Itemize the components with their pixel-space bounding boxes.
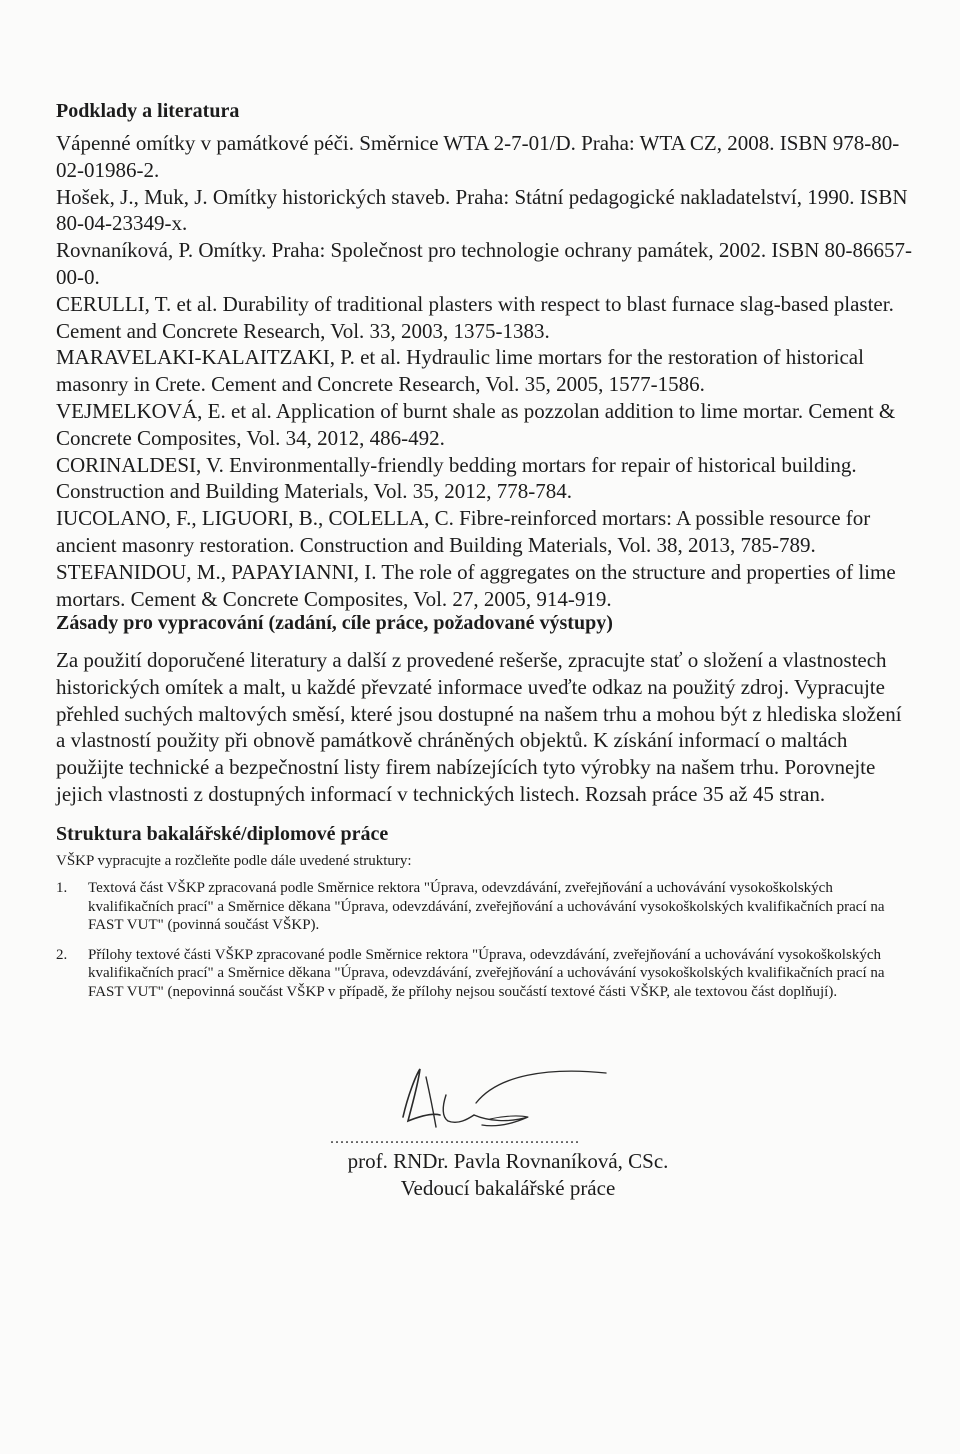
literature-heading: Podklady a literatura [56,100,240,122]
literature-item: IUCOLANO, F., LIGUORI, B., COLELLA, C. Fibre-reinforced mortars: A possible resource for ancient masonry restoration. Construction and Building Materials, Vol. 38, 2013, 785-789. [56,506,871,557]
structure-item-text: Textová část VŠKP zpracovaná podle Směrnice rektora "Úprava, odevzdávání, zveřejňování a uchovávání vysokoškolských kvalifikačních prací" a Směrnice děkana "Úprava, odevzdávání, zveřejňování a uchovávání vysokoškolských kvalifikačních prací na FAST VUT" (povinná součást VŠKP). [88,880,885,933]
principles-heading: Zásady pro vypracování (zadání, cíle práce, požadované výstupy) [56,612,613,634]
literature-item: STEFANIDOU, M., PAPAYIANNI, I. The role of aggregates on the structure and properties of lime mortars. Cement & Concrete Composites, Vol. 27, 2005, 914-919. [56,559,896,611]
structure-item-number: 2. [56,946,68,963]
literature-item: CORINALDESI, V. Environmentally-friendly bedding mortars for repair of historical building. Construction and Building Materials, Vol. 35, 2012, 778-784. [56,452,857,504]
structure-list [56,879,896,1012]
signer-role: Vedoucí bakalářské práce [400,1176,616,1200]
literature-item: VEJMELKOVÁ, E. et al. Application of burnt shale as pozzolan addition to lime mortar. Cement & Concrete Composites, Vol. 34, 2012, 486-492. [56,398,896,450]
principles-text: Za použití doporučené literatury a další z provedené rešerše, zpracujte stať o složení a vlastnostech historických omítek a malt, u každé převzaté informace uveďte odkaz na použitý zdroj. Vypracujte přehled suchých maltových směsí, které jsou dostupné na našem trhu a mohou být z hlediska složení a vlastností použity při obnově památkově chráněných objektů. K získání informací o maltách použijte technické a bezpečnostní listy firem nabízejících tyto výrobky na našem trhu. Porovnejte jejich vlastnosti z dostupných informací v technických listech. Rozsah práce 35 až 45 stran. [56,648,902,806]
structure-heading: Struktura bakalářské/diplomové práce [56,823,389,845]
signer-name: prof. RNDr. Pavla Rovnaníková, CSc. [347,1149,669,1173]
literature-item: MARAVELAKI-KALAITZAKI, P. et al. Hydraulic lime mortars for the restoration of historical masonry in Crete. Cement and Concrete Research, Vol. 35, 2005, 1577-1586. [56,345,864,397]
structure-item-number: 1. [56,880,68,896]
handwritten-signature [378,1055,608,1135]
literature-list [56,130,916,612]
literature-item: Rovnaníková, P. Omítky. Praha: Společnost pro technologie ochrany památek, 2002. ISBN 80-86657-00-0. [56,238,913,289]
signer-block [328,1148,688,1202]
structure-item [56,879,896,935]
literature-item: Hošek, J., Muk, J. Omítky historických staveb. Praha: Státní pedagogické nakladatelství, 1990. ISBN 80-04-23349-x. [56,184,908,236]
structure-item [56,946,896,1002]
literature-item: Vápenné omítky v památkové péči. Směrnice WTA 2-7-01/D. Praha: WTA CZ, 2008. ISBN 978-80-02-01986-2. [56,131,900,182]
structure-intro: VŠKP vypracujte a rozčleňte podle dále uvedené struktury: [56,853,412,869]
signature-line: .................................................. [330,1130,580,1147]
structure-item-text: Přílohy textové části VŠKP zpracované podle Směrnice rektora "Úprava, odevzdávání, zveřejňování a uchovávání vysokoškolských kvalifikačních prací" a Směrnice děkana "Úprava, odevzdávání, zveřejňování a uchovávání vysokoškolských kvalifikačních prací na FAST VUT" (nepovinná součást VŠKP v případě, že přílohy nejsou součástí textové části VŠKP, ale textovou část doplňují). [88,946,885,1000]
literature-item: CERULLI, T. et al. Durability of traditional plasters with respect to blast furnace slag-based plaster. Cement and Concrete Research, Vol. 33, 2003, 1375-1383. [56,291,894,343]
